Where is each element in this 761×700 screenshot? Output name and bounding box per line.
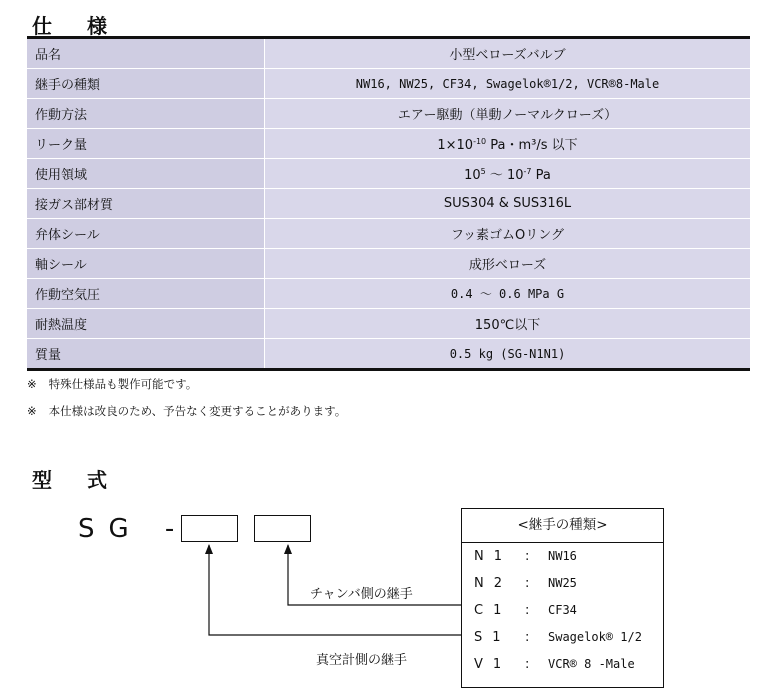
spec-label: 耐熱温度 (27, 309, 265, 339)
spec-label: 作動空気圧 (27, 279, 265, 309)
spec-value: 0.5 kg (SG-N1N1) (265, 339, 751, 370)
spec-label: 継手の種類 (27, 69, 265, 99)
fitting-code: S1 (474, 630, 511, 645)
spec-label: 使用領域 (27, 159, 265, 189)
range-mid: ～ 10 (485, 168, 524, 183)
note-mark: ※ (27, 377, 37, 391)
fitting-type-row (462, 543, 663, 570)
range-exp-b: -7 (523, 167, 532, 176)
fitting-type-row (462, 570, 663, 597)
model-section-title: 型 式 (32, 468, 121, 492)
leak-unit: Pa・m³/s 以下 (486, 138, 578, 153)
spec-value: 0.4 ～ 0.6 MPa G (265, 279, 751, 309)
fitting-colon: : (525, 576, 530, 591)
fitting-name: NW16 (548, 549, 577, 563)
range-exp-a: 5 (480, 167, 486, 176)
fitting-name: NW25 (548, 576, 577, 590)
fitting-code: N1 (474, 549, 512, 564)
spec-label: 作動方法 (27, 99, 265, 129)
fitting-types-header: <継手の種類> (462, 509, 663, 543)
spec-value: NW16, NW25, CF34, Swagelok®1/2, VCR®8-Male (265, 69, 751, 99)
fitting-colon: : (525, 657, 530, 672)
fitting-types-box (461, 508, 664, 688)
spec-value: 小型ベローズバルブ (265, 38, 751, 69)
gauge-side-label: 真空計側の継手 (316, 653, 408, 668)
spec-label: 弁体シール (27, 219, 265, 249)
spec-label: リーク量 (27, 129, 265, 159)
fitting-type-row (462, 651, 663, 678)
leak-mantissa: 1×10 (437, 138, 474, 153)
fitting-name: CF34 (548, 603, 577, 617)
spec-label: 接ガス部材質 (27, 189, 265, 219)
fitting-type-row (462, 624, 663, 651)
note-mark: ※ (27, 404, 37, 418)
spec-label: 軸シール (27, 249, 265, 279)
chamber-side-label: チャンバ側の継手 (310, 587, 413, 602)
range-base-a: 10 (464, 168, 481, 183)
fitting-code: C1 (474, 603, 512, 618)
fitting-colon: : (525, 603, 530, 618)
fitting-name: VCR® 8 -Male (548, 657, 635, 671)
fitting-code: N2 (474, 576, 512, 591)
fitting-code: V1 (474, 657, 512, 672)
spec-label: 品名 (27, 38, 265, 69)
fitting-colon: : (525, 549, 530, 564)
spec-value: エアー駆動（単動ノーマルクローズ） (265, 99, 751, 129)
note-text: 特殊仕様品も製作可能です。 (48, 377, 198, 391)
fitting-name: Swagelok® 1/2 (548, 630, 642, 644)
gauge-side-arrowhead (205, 544, 213, 554)
spec-value: 150℃以下 (265, 309, 751, 339)
model-prefix: SG - (78, 514, 189, 544)
spec-label: 質量 (27, 339, 265, 370)
fitting-type-row (462, 597, 663, 624)
chamber-side-arrowhead (284, 544, 292, 554)
note-text: 本仕様は改良のため、予告なく変更することがあります。 (48, 404, 347, 418)
spec-value: SUS304 & SUS316L (265, 189, 751, 219)
fitting-colon: : (525, 630, 530, 645)
spec-value: 成形ベローズ (265, 249, 751, 279)
leak-exponent: -10 (473, 137, 487, 146)
spec-section-title: 仕 様 (32, 14, 121, 38)
spec-value: フッ素ゴムOリング (265, 219, 751, 249)
range-unit: Pa (531, 168, 551, 183)
